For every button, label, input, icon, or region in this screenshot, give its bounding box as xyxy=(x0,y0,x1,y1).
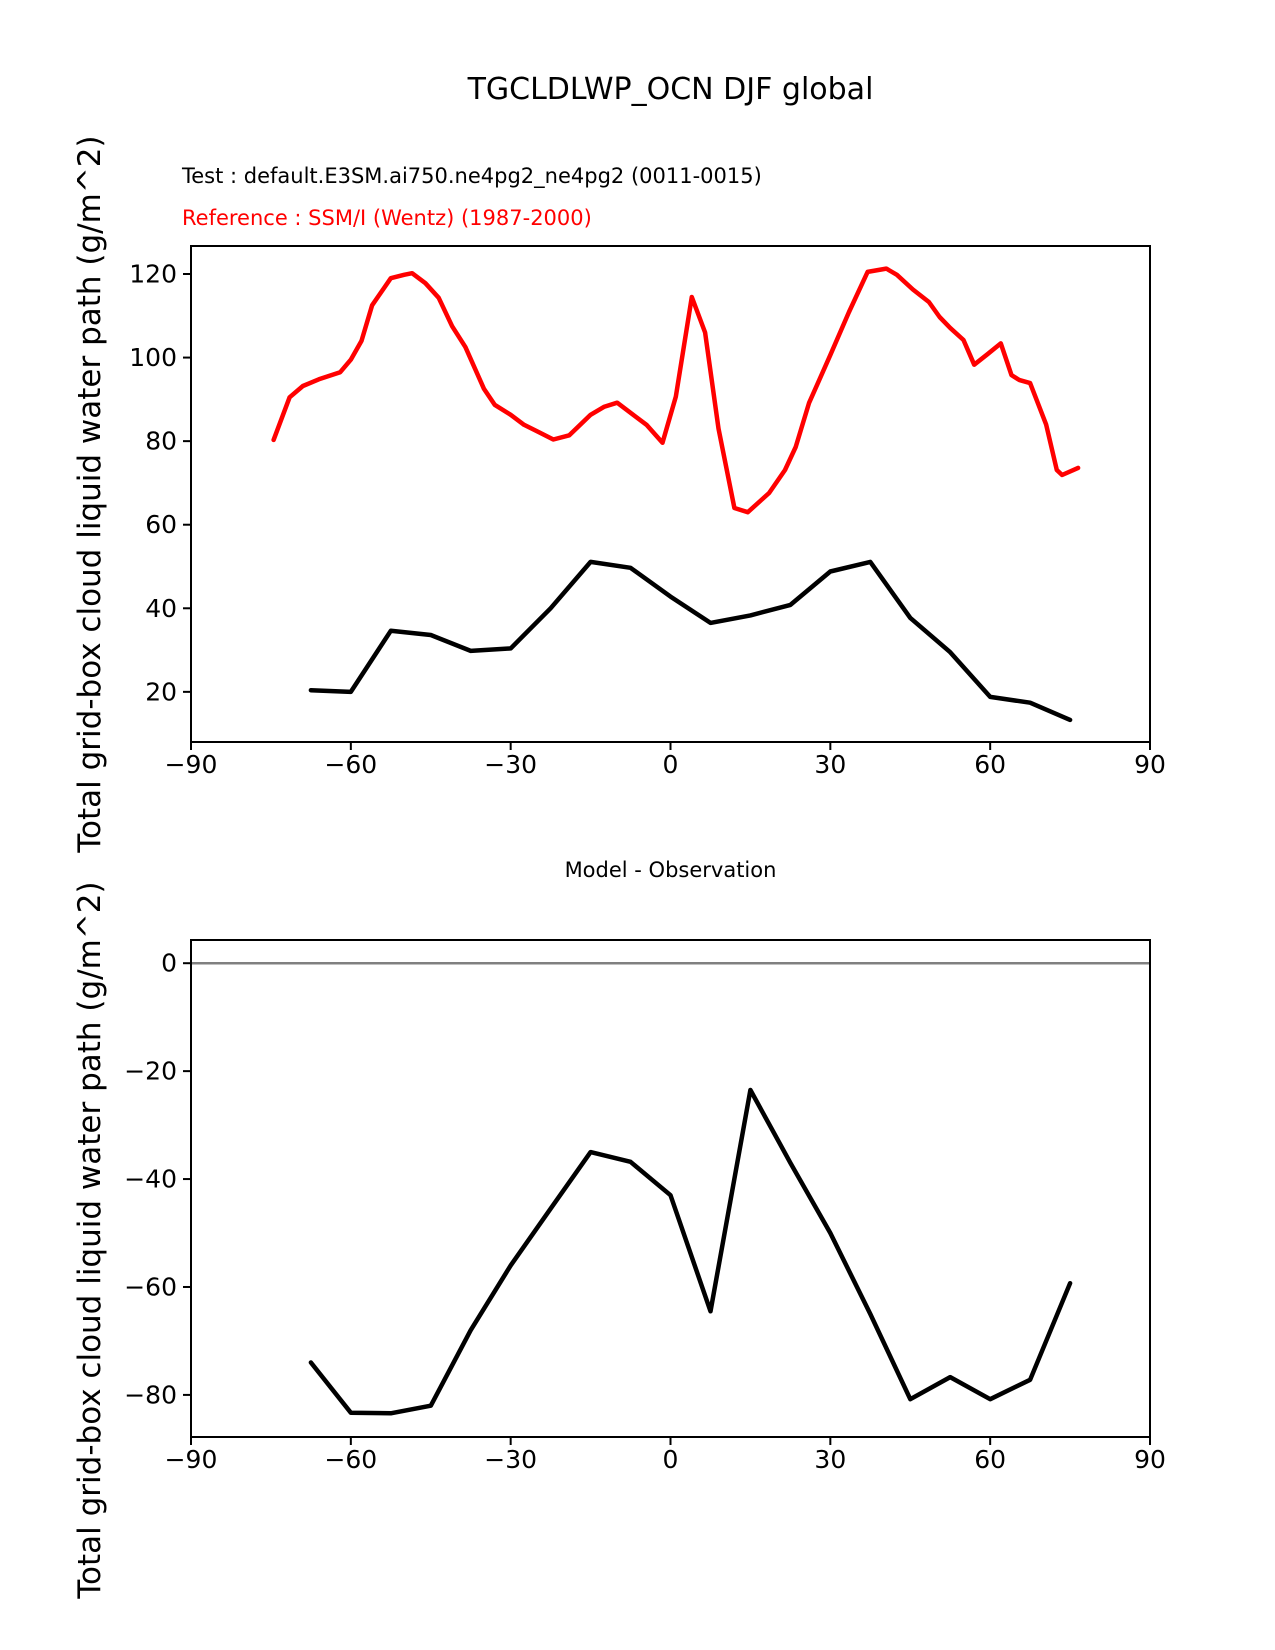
x-tick-label: 60 xyxy=(974,1445,1007,1474)
subtitle-reference: Reference : SSM/I (Wentz) (1987-2000) xyxy=(182,206,592,230)
y-tick-label: 80 xyxy=(145,426,177,456)
plot-frame xyxy=(191,940,1150,1437)
y-tick-label: −60 xyxy=(124,1272,177,1302)
x-tick-label: −90 xyxy=(164,750,218,779)
line-test xyxy=(311,562,1070,720)
x-tick-label: 90 xyxy=(1134,1445,1166,1474)
y-tick-label: 20 xyxy=(145,677,177,707)
x-tick-label: −90 xyxy=(164,1445,218,1474)
y-tick-label: 100 xyxy=(129,343,177,373)
x-tick-label: −60 xyxy=(324,750,378,779)
x-tick-label: 60 xyxy=(974,750,1007,779)
line-reference xyxy=(274,269,1079,513)
x-tick-label: −60 xyxy=(324,1445,378,1474)
x-tick-label: 30 xyxy=(814,1445,847,1474)
plot-frame xyxy=(191,246,1150,742)
y-axis-label-bottom: Total grid-box cloud liquid water path (g/m^2) xyxy=(72,881,108,1599)
subtitle-test: Test : default.E3SM.ai750.ne4pg2_ne4pg2 (0011-0015) xyxy=(182,164,762,188)
y-tick-label: 0 xyxy=(161,948,177,978)
page-title: TGCLDLWP_OCN DJF global xyxy=(467,72,874,107)
diff-plot-title: Model - Observation xyxy=(564,858,777,882)
x-tick-label: 0 xyxy=(662,750,679,779)
line-model_minus_observation xyxy=(311,1090,1070,1413)
y-tick-label: 60 xyxy=(145,510,177,540)
y-tick-label: 120 xyxy=(129,259,177,289)
x-tick-label: 0 xyxy=(662,1445,679,1474)
y-axis-label-top: Total grid-box cloud liquid water path (g/m^2) xyxy=(72,135,108,853)
y-tick-label: −20 xyxy=(124,1056,177,1086)
x-tick-label: −30 xyxy=(484,1445,538,1474)
y-tick-label: −80 xyxy=(124,1380,177,1410)
x-tick-label: 30 xyxy=(814,750,847,779)
y-tick-label: 40 xyxy=(145,593,177,623)
x-tick-label: 90 xyxy=(1134,750,1166,779)
y-tick-label: −40 xyxy=(124,1164,177,1194)
x-tick-label: −30 xyxy=(484,750,538,779)
